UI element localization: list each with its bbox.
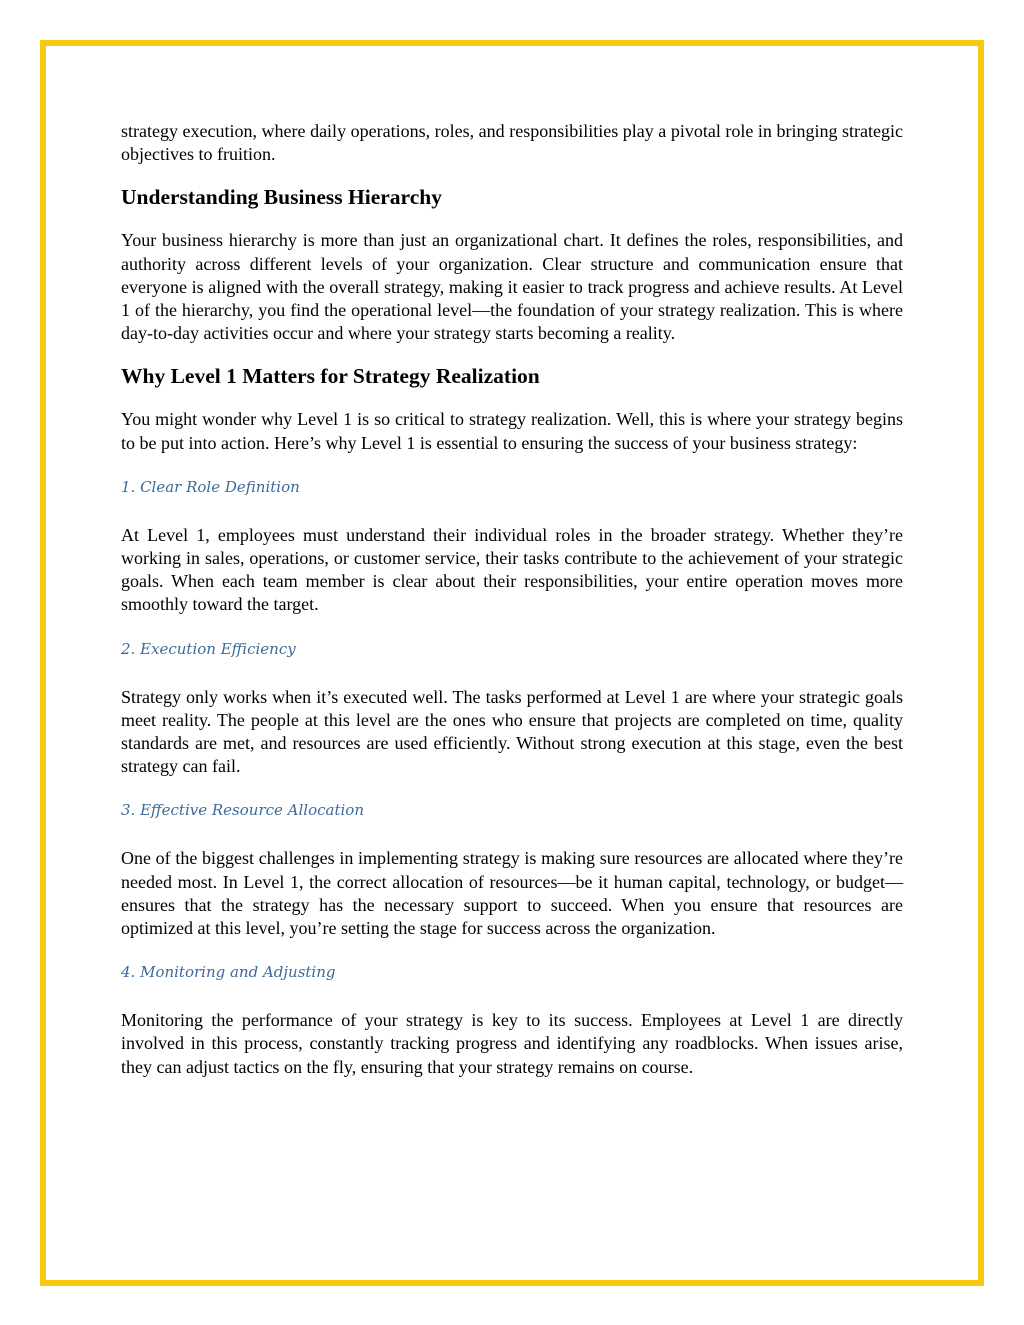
clear-role-definition-paragraph: At Level 1, employees must understand their individual roles in the broader strategy. Whether they’re working in sales, operations, or customer service, their tasks contribute to the achievement of your strategic goals. When each team member is clear about their responsibilities, your entire operation moves more smoothly toward the target. <box>121 524 903 615</box>
monitoring-and-adjusting-paragraph: Monitoring the performance of your strategy is key to its success. Employees at Level 1 are directly involved in this process, constantly tracking progress and identifying any roadblocks. When issues arise, they can adjust tactics on the fly, ensuring that your strategy remains on course. <box>121 1010 903 1077</box>
subheading-clear-role-definition: 1. Clear Role Definition <box>121 477 300 496</box>
section-heading-why-level-1: Why Level 1 Matters for Strategy Realization <box>121 364 540 389</box>
section-heading-business-hierarchy: Understanding Business Hierarchy <box>121 185 442 210</box>
document-body <box>121 120 903 1079</box>
execution-efficiency-paragraph: Strategy only works when it’s executed well. The tasks performed at Level 1 are where your strategic goals meet reality. The people at this level are the ones who ensure that projects are completed on time, quality standards are met, and resources are used efficiently. Without strong execution at this stage, even the best strategy can fail. <box>121 686 903 777</box>
subheading-monitoring-and-adjusting: 4. Monitoring and Adjusting <box>121 963 336 982</box>
subheading-effective-resource-allocation: 3. Effective Resource Allocation <box>121 801 364 820</box>
why-level-1-paragraph: You might wonder why Level 1 is so critical to strategy realization. Well, this is where your strategy begins to be put into action. Here’s why Level 1 is essential to ensuring the success of your business strategy: <box>121 409 903 453</box>
effective-resource-allocation-paragraph: One of the biggest challenges in implementing strategy is making sure resources are allocated where they’re needed most. In Level 1, the correct allocation of resources—be it human capital, technology, or budget—ensures that the strategy has the necessary support to succeed. When you ensure that resources are optimized at this level, you’re setting the stage for success across the organization. <box>121 848 903 939</box>
business-hierarchy-paragraph: Your business hierarchy is more than just an organizational chart. It defines the roles, responsibilities, and authority across different levels of your organization. Clear structure and communication ensure that everyone is aligned with the overall strategy, making it easier to track progress and achieve results. At Level 1 of the hierarchy, you find the operational level—the foundation of your strategy realization. This is where day-to-day activities occur and where your strategy starts becoming a reality. <box>121 230 903 344</box>
subheading-execution-efficiency: 2. Execution Efficiency <box>121 639 296 658</box>
intro-continuation-paragraph: strategy execution, where daily operations, roles, and responsibilities play a pivotal role in bringing strategic objectives to fruition. <box>121 121 903 165</box>
